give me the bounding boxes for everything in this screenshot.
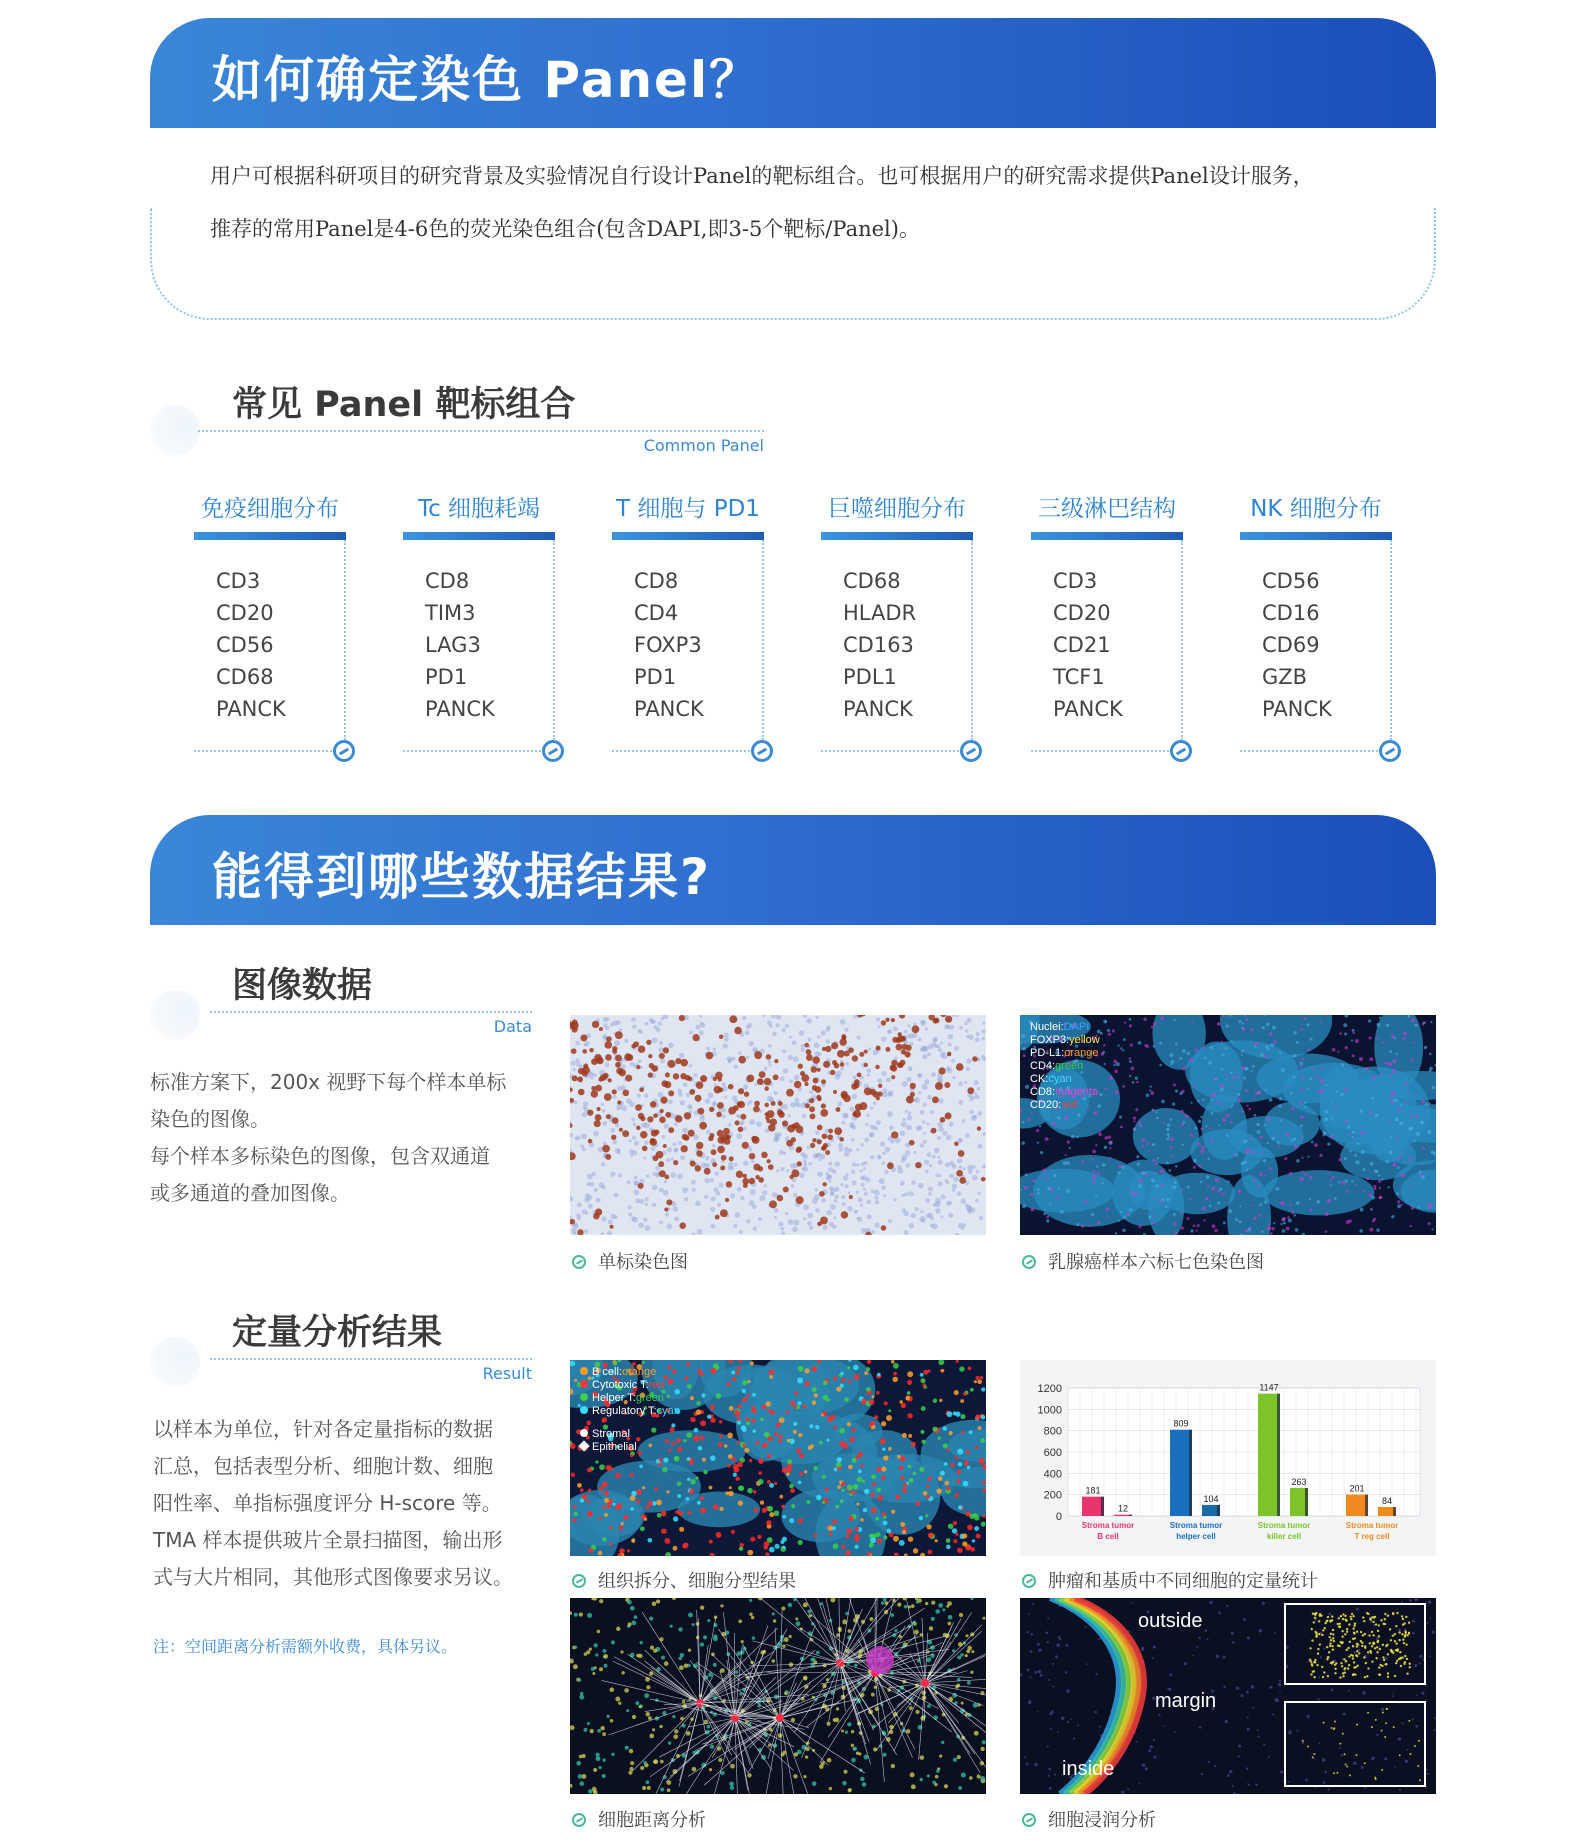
caption-knot-icon: [1022, 1813, 1036, 1827]
caption-knot-icon: [1022, 1255, 1036, 1269]
panel-column-head: 三级淋巴结构: [1038, 496, 1176, 522]
chart-x-category-label: helper cell: [1176, 1532, 1216, 1541]
panel-column: [612, 490, 764, 750]
chart-bar-shade: [1129, 1515, 1132, 1516]
common-panel-divider: [198, 430, 764, 432]
panel-column-bar: [403, 532, 555, 540]
panel-target-item: CD163: [843, 633, 914, 657]
multiplex-image: [1020, 1015, 1436, 1235]
image-data-divider: [210, 1011, 532, 1013]
legend-label: CD8:: [1030, 1086, 1056, 1098]
legend-entry: [1030, 1047, 1100, 1060]
image-data-text-line: 或多通道的叠加图像。: [150, 1181, 350, 1205]
panel-column-border: [1240, 750, 1390, 752]
panel-target-item: GZB: [1262, 665, 1308, 689]
panel-target-list: [634, 565, 704, 725]
legend-color-name: green: [635, 1392, 664, 1404]
caption-distance-label: 细胞距离分析: [598, 1810, 706, 1831]
legend-entry: [580, 1441, 680, 1454]
chart-bar-shade: [1365, 1495, 1368, 1516]
chart-bar: [1170, 1430, 1192, 1516]
caption-single-stain-label: 单标染色图: [598, 1252, 688, 1273]
panel-column-border: [1390, 540, 1392, 740]
caption-knot-icon: [572, 1574, 586, 1588]
section1-title: 如何确定染色 Panel？: [212, 51, 762, 109]
panel-target-item: CD4: [634, 601, 679, 625]
legend-entry: [1030, 1034, 1100, 1047]
legend-label: Stromal: [592, 1428, 630, 1440]
chart-bar-shade: [1277, 1394, 1280, 1516]
panel-target-item: PANCK: [1053, 697, 1123, 721]
legend-label: CK:: [1030, 1073, 1049, 1085]
legend-label: B cell:: [592, 1366, 622, 1378]
panel-target-item: LAG3: [425, 633, 481, 657]
panel-target-item: CD56: [216, 633, 274, 657]
panel-target-item: TCF1: [1053, 665, 1105, 689]
chart-bar-shade: [1305, 1488, 1308, 1516]
quant-note: 注：空间距离分析需额外收费，具体另议。: [153, 1637, 458, 1656]
panel-target-item: FOXP3: [634, 633, 702, 657]
legend-label: Epithelial: [592, 1441, 637, 1453]
chart-data-label: 809: [1173, 1418, 1189, 1429]
legend-label: CD20:: [1030, 1099, 1062, 1111]
legend-entry: [580, 1392, 680, 1405]
infiltration-outside-label: outside: [1138, 1610, 1203, 1632]
legend-entry: [1030, 1086, 1100, 1099]
chart-bar-shade: [1217, 1505, 1220, 1516]
infiltration-margin-label: margin: [1155, 1690, 1217, 1712]
panel-target-item: CD8: [634, 569, 679, 593]
tissue-segmentation-image: [570, 1360, 986, 1556]
common-panel-subtitle: Common Panel: [643, 436, 764, 455]
legend-color-name: cyan: [656, 1405, 680, 1417]
quant-subtitle: Result: [482, 1364, 532, 1383]
intro-line-1: 用户可根据科研项目的研究背景及实验情况自行设计Panel的靶标组合。也可根据用户的研究需求提供Panel设计服务，: [210, 164, 1314, 188]
panel-column-border: [821, 750, 971, 752]
knot-icon: [542, 740, 564, 762]
legend-color-name: orange: [621, 1366, 657, 1378]
legend-color-name: cyan: [1048, 1073, 1072, 1085]
image-data-title: 图像数据: [232, 966, 373, 1006]
legend-dot-icon: [580, 1367, 588, 1375]
panel-target-item: CD21: [1053, 633, 1111, 657]
legend-dot-icon: [580, 1393, 588, 1401]
chart-data-label: 84: [1381, 1496, 1393, 1507]
panel-column-bar: [194, 532, 346, 540]
knot-icon: [751, 740, 773, 762]
caption-tissue: [572, 1567, 796, 1593]
chart-x-category-label: T reg cell: [1354, 1532, 1390, 1541]
panel-target-item: PANCK: [843, 697, 913, 721]
legend-label: Helper T:: [592, 1392, 636, 1404]
chart-data-label: 1147: [1259, 1382, 1279, 1393]
image-data-text-line: 染色的图像。: [150, 1107, 270, 1131]
legend-label: Regulatory T:: [592, 1405, 657, 1417]
panel-target-item: PANCK: [634, 697, 704, 721]
panel-target-item: PD1: [425, 665, 468, 689]
panel-column-border: [612, 750, 762, 752]
panel-column-head: 免疫细胞分布: [201, 496, 339, 522]
legend-color-name: DAPI: [1063, 1021, 1090, 1033]
section2-title: 能得到哪些数据结果?: [212, 848, 712, 906]
knot-icon: [1170, 740, 1192, 762]
chart-x-category-label: Stroma tumor: [1257, 1521, 1311, 1530]
quant-text-line: 以样本为单位，针对各定量指标的数据: [153, 1417, 493, 1441]
chart-x-category-label: Stroma tumor: [1345, 1521, 1399, 1530]
single-stain-svg: [570, 1015, 986, 1235]
panel-target-item: PDL1: [843, 665, 897, 689]
quant-text-line: TMA 样本提供玻片全景扫描图，输出形: [153, 1528, 503, 1552]
image-data-subtitle: Data: [493, 1017, 532, 1036]
chart-bar: [1258, 1394, 1280, 1516]
caption-infiltration-label: 细胞浸润分析: [1048, 1810, 1156, 1831]
quant-bar-chart: [1020, 1360, 1436, 1556]
chart-y-tick-label: 0: [1055, 1511, 1062, 1523]
multiplex-legend: [1030, 1021, 1100, 1112]
quant-text-line: 阳性率、单指标强度评分 H-score 等。: [153, 1491, 502, 1515]
panel-column-border: [403, 750, 553, 752]
common-panel-title: 常见 Panel 靶标组合: [232, 385, 576, 425]
caption-tissue-label: 组织拆分、细胞分型结果: [598, 1571, 796, 1592]
panel-target-item: CD69: [1262, 633, 1320, 657]
legend-label: CD4:: [1030, 1060, 1056, 1072]
knot-icon: [960, 740, 982, 762]
legend-label: Cytotoxic T:: [592, 1379, 649, 1391]
panel-target-item: HLADR: [843, 601, 917, 625]
chart-bar-shade: [1189, 1430, 1192, 1516]
legend-dot-icon: [580, 1406, 588, 1414]
panel-column-border: [194, 750, 344, 752]
panel-target-item: CD20: [1053, 601, 1111, 625]
panel-target-list: [1262, 565, 1332, 725]
quant-text: [153, 1411, 553, 1596]
tissue-legend: [580, 1366, 680, 1454]
panel-target-item: CD68: [216, 665, 274, 689]
panel-column-border: [762, 540, 764, 740]
legend-color-name: orange: [1064, 1047, 1099, 1059]
chart-data-label: 201: [1349, 1483, 1365, 1494]
panel-target-list: [425, 565, 495, 725]
chart-bar: [1082, 1497, 1104, 1516]
section1-banner: [150, 18, 1436, 128]
panel-column: [821, 490, 973, 750]
image-data-deco-circle: [150, 990, 200, 1040]
caption-infiltration: [1022, 1806, 1156, 1832]
quant-text-line: 式与大片相同，其他形式图像要求另议。: [153, 1565, 513, 1589]
chart-x-category-label: B cell: [1097, 1532, 1119, 1541]
legend-label: Nuclei:: [1030, 1021, 1064, 1033]
single-stain-image: [570, 1015, 986, 1235]
image-data-text-line: 每个样本多标染色的图像，包含双通道: [150, 1144, 490, 1168]
quant-title: 定量分析结果: [232, 1313, 443, 1353]
panel-target-item: CD3: [1053, 569, 1098, 593]
chart-y-tick-label: 200: [1043, 1489, 1062, 1502]
quant-divider: [210, 1358, 532, 1360]
image-data-text: [150, 1064, 540, 1212]
legend-dot-icon: [580, 1380, 588, 1388]
panel-target-item: CD3: [216, 569, 261, 593]
legend-entry: [580, 1428, 680, 1441]
chart-bar-shade: [1393, 1507, 1396, 1516]
legend-entry: [1030, 1021, 1100, 1034]
caption-knot-icon: [1022, 1574, 1036, 1588]
distance-analysis-svg: [570, 1598, 986, 1794]
caption-chart-label: 肿瘤和基质中不同细胞的定量统计: [1048, 1571, 1318, 1592]
legend-gap: [580, 1418, 680, 1428]
panel-column: [194, 490, 346, 750]
panel-target-item: PD1: [634, 665, 677, 689]
panel-column-border: [344, 540, 346, 740]
chart-x-category-label: Stroma tumor: [1081, 1521, 1135, 1530]
chart-y-tick-label: 1000: [1037, 1404, 1062, 1417]
panel-target-list: [216, 565, 286, 725]
caption-distance: [572, 1806, 706, 1832]
caption-knot-icon: [572, 1813, 586, 1827]
panel-target-item: CD8: [425, 569, 470, 593]
knot-icon: [333, 740, 355, 762]
panel-column-bar: [612, 532, 764, 540]
legend-shape-icon: [580, 1429, 588, 1437]
legend-entry: [580, 1405, 680, 1418]
panel-column-bar: [821, 532, 973, 540]
legend-color-name: red: [648, 1379, 665, 1391]
caption-chart: [1022, 1567, 1318, 1593]
panel-target-item: CD16: [1262, 601, 1320, 625]
panel-target-item: TIM3: [425, 601, 476, 625]
caption-multiplex-label: 乳腺癌样本六标七色染色图: [1048, 1252, 1264, 1273]
panel-column-bar: [1240, 532, 1392, 540]
panel-column: [1031, 490, 1183, 750]
panel-target-item: CD68: [843, 569, 901, 593]
panel-column-bar: [1031, 532, 1183, 540]
quant-deco-circle: [150, 1337, 200, 1387]
quant-text-line: 汇总，包括表型分析、细胞计数、细胞: [153, 1454, 493, 1478]
section-deco-circle: [150, 405, 200, 455]
image-data-text-line: 标准方案下，200x 视野下每个样本单标: [150, 1070, 507, 1094]
chart-y-tick-label: 600: [1043, 1447, 1062, 1459]
panel-target-item: PANCK: [216, 697, 286, 721]
legend-shape-icon: [578, 1440, 589, 1451]
legend-color-name: red: [1061, 1099, 1078, 1111]
panel-target-item: CD20: [216, 601, 274, 625]
panel-column-border: [1031, 750, 1181, 752]
infiltration-image: [1020, 1598, 1436, 1794]
chart-y-tick-label: 1200: [1037, 1383, 1062, 1395]
panel-target-list: [843, 565, 916, 725]
panel-column: [1240, 490, 1392, 750]
caption-multiplex: [1022, 1248, 1264, 1274]
bar-chart-svg: [1020, 1360, 1436, 1556]
panel-column: [403, 490, 555, 750]
chart-x-category-label: Stroma tumor: [1169, 1521, 1223, 1530]
panel-column-head: T 细胞与 PD1: [616, 496, 760, 522]
panel-column-border: [971, 540, 973, 740]
knot-icon: [1379, 740, 1401, 762]
panel-column-border: [1181, 540, 1183, 740]
legend-color-name: green: [1055, 1060, 1084, 1072]
panel-target-item: CD56: [1262, 569, 1320, 593]
chart-bar-shade: [1101, 1497, 1104, 1516]
panel-column-border: [553, 540, 555, 740]
section2-banner: [150, 815, 1436, 925]
chart-y-tick-label: 800: [1043, 1425, 1062, 1438]
intro-line-2: 推荐的常用Panel是4-6色的荧光染色组合(包含DAPI,即3-5个靶标/Panel)。: [210, 217, 920, 241]
legend-color-name: magenta: [1055, 1086, 1098, 1098]
chart-x-category-label: killer cell: [1266, 1532, 1302, 1541]
legend-entry: [1030, 1060, 1100, 1073]
chart-bar: [1346, 1495, 1368, 1516]
panel-target-item: PANCK: [1262, 697, 1332, 721]
chart-data-label: 104: [1203, 1493, 1219, 1504]
infiltration-inside-label: inside: [1062, 1758, 1115, 1780]
panel-target-list: [1053, 565, 1123, 725]
legend-entry: [580, 1379, 680, 1392]
panel-column-head: 巨噬细胞分布: [828, 496, 966, 522]
caption-single-stain: [572, 1248, 688, 1274]
chart-data-label: 181: [1085, 1485, 1101, 1496]
panel-column-head: Tc 细胞耗竭: [417, 496, 541, 522]
legend-label: FOXP3:: [1030, 1034, 1070, 1046]
chart-data-label: 12: [1117, 1503, 1129, 1514]
panel-target-item: PANCK: [425, 697, 495, 721]
legend-color-name: yellow: [1069, 1034, 1100, 1046]
chart-data-label: 263: [1291, 1476, 1307, 1487]
legend-entry: [1030, 1099, 1100, 1112]
legend-label: PD-L1:: [1030, 1047, 1065, 1059]
distance-analysis-image: [570, 1598, 986, 1794]
panel-column-head: NK 细胞分布: [1250, 496, 1382, 522]
legend-entry: [580, 1366, 680, 1379]
legend-entry: [1030, 1073, 1100, 1086]
chart-y-tick-label: 400: [1043, 1468, 1062, 1481]
caption-knot-icon: [572, 1255, 586, 1269]
